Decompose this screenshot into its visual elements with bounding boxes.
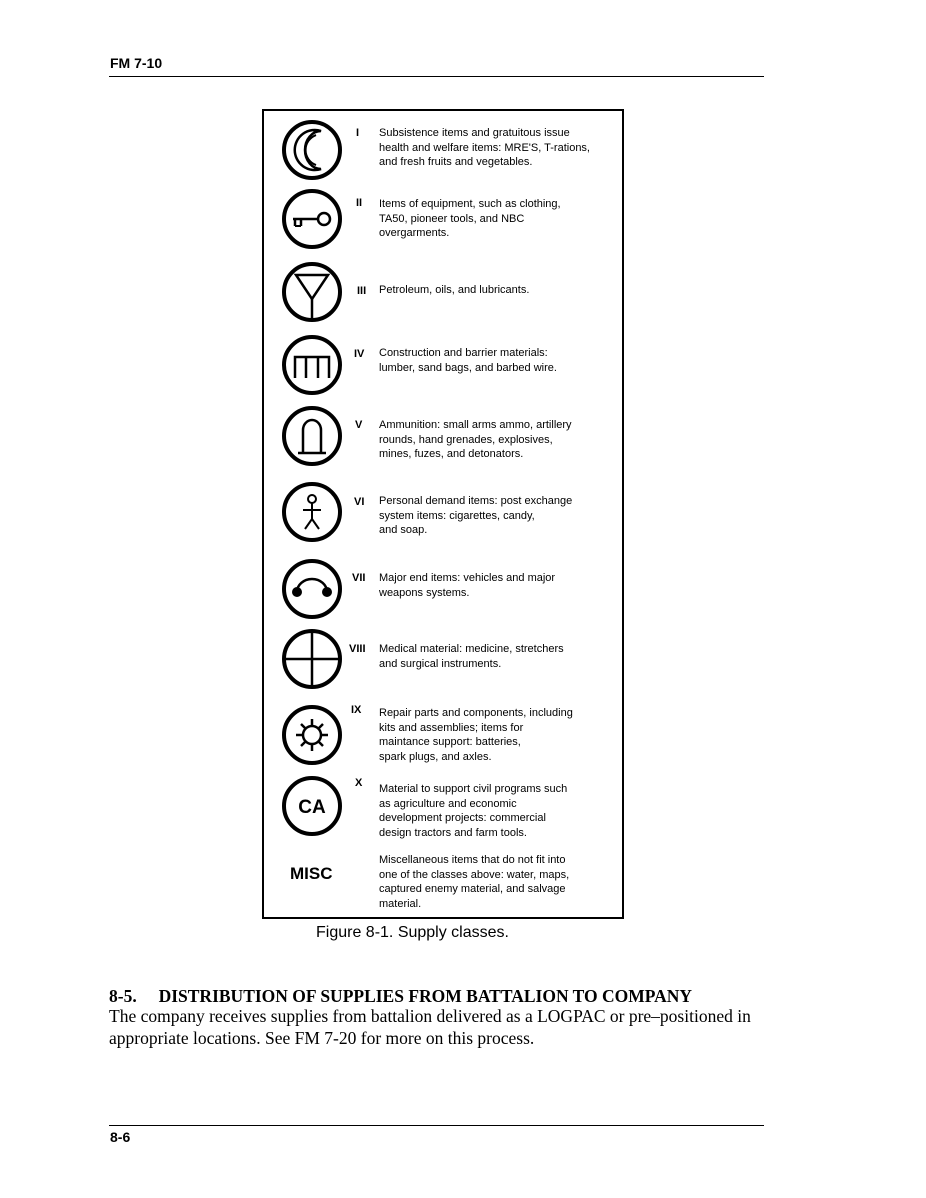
class-numeral: VII (352, 572, 366, 584)
class-numeral: VIII (349, 643, 366, 655)
class-description: Ammunition: small arms ammo, artillery rounds, hand grenades, explosives, mines, fuzes, and detonators. (379, 419, 572, 461)
class-description: Subsistence items and gratuitous issue health and welfare items: MRE'S, T-rations, and fresh fruits and vegetables. (379, 127, 590, 169)
person-icon (281, 481, 343, 543)
running-header: FM 7-10 (110, 55, 163, 71)
page-number: 8-6 (110, 1129, 131, 1145)
class-description: Personal demand items: post exchange system items: cigarettes, candy, and soap. (379, 495, 573, 537)
barrier-icon (281, 334, 343, 396)
crosshair-icon (281, 628, 343, 690)
section-title: DISTRIBUTION OF SUPPLIES FROM BATTALION TO COMPANY (158, 986, 693, 1006)
class-numeral: III (357, 285, 367, 297)
class-numeral: V (355, 419, 363, 431)
section-number: 8-5. (109, 986, 137, 1006)
gear-icon (281, 704, 343, 766)
key-icon (281, 188, 343, 250)
class-numeral: IX (351, 704, 362, 716)
axle-icon (281, 558, 343, 620)
civil-affairs-icon (281, 775, 343, 837)
section-heading (109, 986, 692, 1007)
crescent-icon (281, 119, 343, 181)
misc-label: MISC (290, 864, 333, 883)
figure-caption: Figure 8-1. Supply classes. (316, 924, 509, 941)
fuel-funnel-icon (281, 261, 343, 323)
section-body: The company receives supplies from battalion delivered as a LOGPAC or pre–positioned in appropriate locations. See FM 7-20 for more on this process. (109, 1006, 751, 1048)
class-numeral: I (356, 127, 360, 139)
class-description: Major end items: vehicles and major weapons systems. (379, 572, 556, 599)
header-rule (109, 76, 764, 77)
class-description: Medical material: medicine, stretchers and surgical instruments. (379, 643, 564, 670)
class-numeral: VI (354, 496, 365, 508)
footer-rule (109, 1125, 764, 1126)
class-numeral: IV (354, 348, 365, 360)
class-description: Construction and barrier materials: lumber, sand bags, and barbed wire. (379, 347, 557, 374)
svg-text:CA: CA (298, 797, 326, 818)
class-description: Material to support civil programs such as agriculture and economic development projects: commercial design tractors and farm tools. (379, 783, 568, 839)
class-description: Miscellaneous items that do not fit into one of the classes above: water, maps, captured enemy material, and salvage material. (379, 854, 570, 910)
ammunition-icon (281, 405, 343, 467)
class-numeral: II (356, 197, 363, 209)
class-description: Items of equipment, such as clothing, TA50, pioneer tools, and NBC overgarments. (379, 198, 561, 240)
class-description: Repair parts and components, including kits and assemblies; items for maintance support: batteries, spark plugs, and axles. (379, 707, 573, 763)
class-description: Petroleum, oils, and lubricants. (379, 284, 530, 296)
class-numeral: X (355, 777, 363, 789)
